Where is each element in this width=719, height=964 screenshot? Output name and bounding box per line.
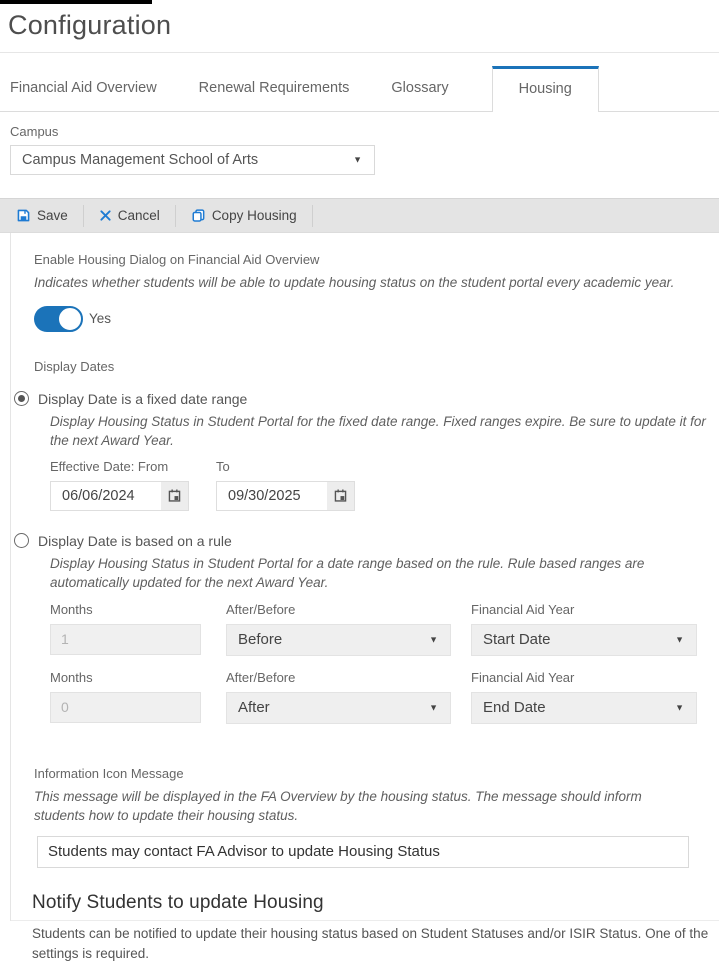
rule-date-radio[interactable] [14, 533, 29, 548]
housing-settings-panel [10, 233, 719, 962]
from-date-calendar-button[interactable] [161, 482, 188, 510]
campus-label: Campus [10, 124, 59, 139]
chevron-down-icon: ▼ [429, 634, 438, 645]
notify-students-description: Students can be notified to update their housing status based on Student Statuses and/or ISIR Status. One of the settings is required. [32, 925, 709, 962]
fixed-date-radio[interactable] [14, 391, 29, 406]
close-icon [99, 209, 112, 222]
effective-from-date-field [50, 481, 189, 511]
tab-financial-aid-overview[interactable]: Financial Aid Overview [10, 80, 157, 96]
section-divider [11, 920, 719, 921]
enable-housing-toggle-label: Yes [89, 311, 112, 327]
months-input-1 [50, 624, 201, 655]
toolbar-separator [83, 205, 84, 227]
after-before-select-value: After [238, 699, 270, 717]
after-before-select-value: Before [238, 631, 283, 649]
toolbar [0, 198, 719, 233]
notify-students-section [32, 892, 719, 964]
effective-from-date-input[interactable] [51, 482, 161, 510]
chevron-down-icon: ▼ [429, 702, 438, 713]
after-before-select-1[interactable] [226, 624, 451, 656]
information-icon-message-input[interactable] [37, 836, 689, 868]
save-button[interactable] [16, 208, 68, 223]
rule-date-description: Display Housing Status in Student Portal for a date range based on the rule. Rule based ranges are automatically updated for the next Award Year. [50, 555, 645, 591]
save-button-label: Save [37, 208, 68, 223]
rule-date-radio-row [14, 533, 719, 549]
page-title: Configuration [8, 10, 172, 40]
months-label: Months [50, 669, 93, 685]
enable-housing-dialog-description: Indicates whether students will be able to update housing status on the student portal every academic year. [34, 275, 675, 290]
financial-aid-year-select-1[interactable] [471, 624, 697, 656]
top-accent-bar [0, 0, 152, 4]
effective-to-date-field [216, 481, 355, 511]
chevron-down-icon: ▼ [675, 702, 684, 713]
after-before-label: After/Before [226, 669, 296, 685]
fixed-date-description: Display Housing Status in Student Portal for the fixed date range. Fixed ranges expire. Be sure to update it for the next Award Year. [50, 413, 706, 449]
information-icon-message-section [34, 766, 719, 868]
rule-date-radio-label[interactable]: Display Date is based on a rule [38, 532, 232, 549]
after-before-label: After/Before [226, 601, 296, 617]
tab-glossary[interactable]: Glossary [391, 80, 449, 96]
chevron-down-icon: ▼ [353, 154, 362, 165]
enable-housing-dialog-label: Enable Housing Dialog on Financial Aid Overview [34, 252, 320, 267]
copy-housing-button-label: Copy Housing [211, 208, 297, 223]
enable-housing-toggle[interactable] [34, 306, 80, 332]
display-dates-section [34, 359, 719, 724]
financial-aid-year-select-value: End Date [483, 699, 546, 717]
campus-select-value: Campus Management School of Arts [22, 152, 259, 168]
toolbar-separator [312, 205, 313, 227]
financial-aid-year-select-value: Start Date [483, 631, 551, 649]
cancel-button[interactable] [99, 208, 160, 223]
toggle-knob [57, 306, 83, 332]
tab-renewal-requirements[interactable]: Renewal Requirements [198, 80, 350, 96]
financial-aid-year-select-2[interactable] [471, 692, 697, 724]
campus-field [10, 124, 719, 175]
months-input-2 [50, 692, 201, 723]
calendar-icon [167, 488, 182, 503]
copy-icon [191, 208, 206, 223]
information-icon-message-description: This message will be displayed in the FA Overview by the housing status. The message should inform students how to update their housing status. [34, 788, 642, 824]
cancel-button-label: Cancel [117, 208, 160, 223]
after-before-select-2[interactable] [226, 692, 451, 724]
enable-housing-dialog-section [34, 252, 719, 332]
campus-select[interactable] [10, 145, 375, 175]
effective-from-label: Effective Date: From [50, 458, 169, 474]
rule-row-2 [50, 670, 719, 724]
effective-to-date-input[interactable] [217, 482, 327, 510]
tab-housing[interactable]: Housing [492, 66, 599, 112]
chevron-down-icon: ▼ [675, 634, 684, 645]
tab-strip [0, 52, 719, 112]
notify-students-heading: Notify Students to update Housing [32, 891, 324, 913]
effective-to-label: To [216, 458, 230, 474]
financial-aid-year-label: Financial Aid Year [471, 669, 575, 685]
save-icon [16, 208, 31, 223]
display-dates-label: Display Dates [34, 358, 115, 374]
information-icon-message-label: Information Icon Message [34, 765, 184, 781]
copy-housing-button[interactable] [191, 208, 297, 223]
months-label: Months [50, 601, 93, 617]
toolbar-separator [175, 205, 176, 227]
fixed-date-radio-row [14, 391, 719, 407]
calendar-icon [333, 488, 348, 503]
fixed-date-radio-label[interactable]: Display Date is a fixed date range [38, 390, 248, 407]
to-date-calendar-button[interactable] [327, 482, 354, 510]
financial-aid-year-label: Financial Aid Year [471, 601, 575, 617]
rule-row-1 [50, 602, 719, 656]
